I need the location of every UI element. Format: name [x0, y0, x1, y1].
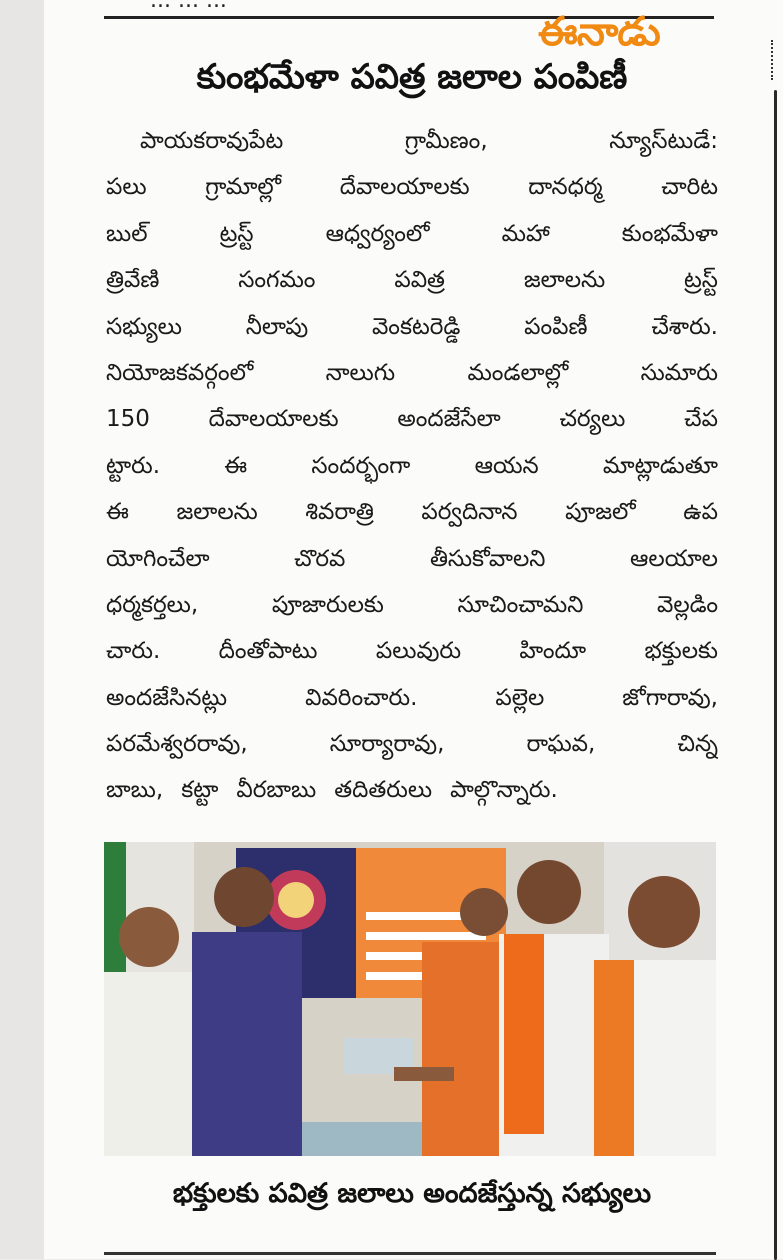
- article-line: ఈ జలాలను శివరాత్రి పర్వదినాన పూజలో ఉప: [106, 499, 718, 526]
- group-photo-icon: [104, 842, 716, 1156]
- previous-article-cut-text: [150, 0, 430, 8]
- article-body: [106, 118, 718, 814]
- article-line: పరమేశ్వరరావు, సూర్యారావు, రాఘవ, చిన్న: [106, 731, 718, 758]
- article-line: బాబు, కట్టా వీరబాబు తదితరులు పాల్గొన్నారు.: [106, 777, 558, 804]
- article-line: యోగించేలా చొరవ తీసుకోవాలని ఆలయాల: [106, 545, 718, 572]
- border-stroke: [774, 90, 777, 1260]
- photo-caption: భక్తులకు పవిత్ర జలాలు అందజేస్తున్న సభ్యులు: [172, 1178, 652, 1209]
- left-margin-strip: [0, 0, 44, 1259]
- article-line: నియోజకవర్గంలో నాలుగు మండలాల్లో సుమారు: [106, 359, 718, 386]
- article-line: త్రివేణి సంగమం పవిత్ర జలాలను ట్రస్ట్: [106, 267, 718, 294]
- article-line: ట్టారు. ఈ సందర్భంగా ఆయన మాట్లాడుతూ: [106, 452, 718, 479]
- article-line: సభ్యులు నీలాపు వెంకటరెడ్డి పంపిణీ చేశారు.: [106, 313, 718, 340]
- column-border: [765, 40, 783, 1230]
- article-line: పాయకరావుపేట గ్రామీణం, న్యూస్‌టుడే:: [140, 128, 718, 154]
- article-headline: కుంభమేళా పవిత్ర జలాల పంపిణీ: [196, 57, 628, 97]
- article-line: బుల్ ట్రస్ట్ ఆధ్వర్యంలో మహా కుంభమేళా: [106, 220, 718, 247]
- bottom-divider-rule: [104, 1252, 716, 1255]
- article-line: పలు గ్రామాల్లో దేవాలయాలకు దానధర్మ చారిట: [106, 174, 718, 201]
- eenadu-logo: ఈనాడు: [538, 9, 660, 55]
- article-line: చారు. దీంతోపాటు పలువురు హిందూ భక్తులకు: [106, 638, 718, 665]
- border-dots: [771, 40, 781, 80]
- article-line: అందజేసినట్లు వివరించారు. పల్లెల జోగారావు,: [106, 684, 718, 711]
- article-line: 150 దేవాలయాలకు అందజేసేలా చర్యలు చేప: [106, 406, 718, 433]
- article-line: ధర్మకర్తలు, పూజారులకు సూచించామని వెల్లడిం: [106, 591, 718, 618]
- article-photo: [104, 842, 716, 1156]
